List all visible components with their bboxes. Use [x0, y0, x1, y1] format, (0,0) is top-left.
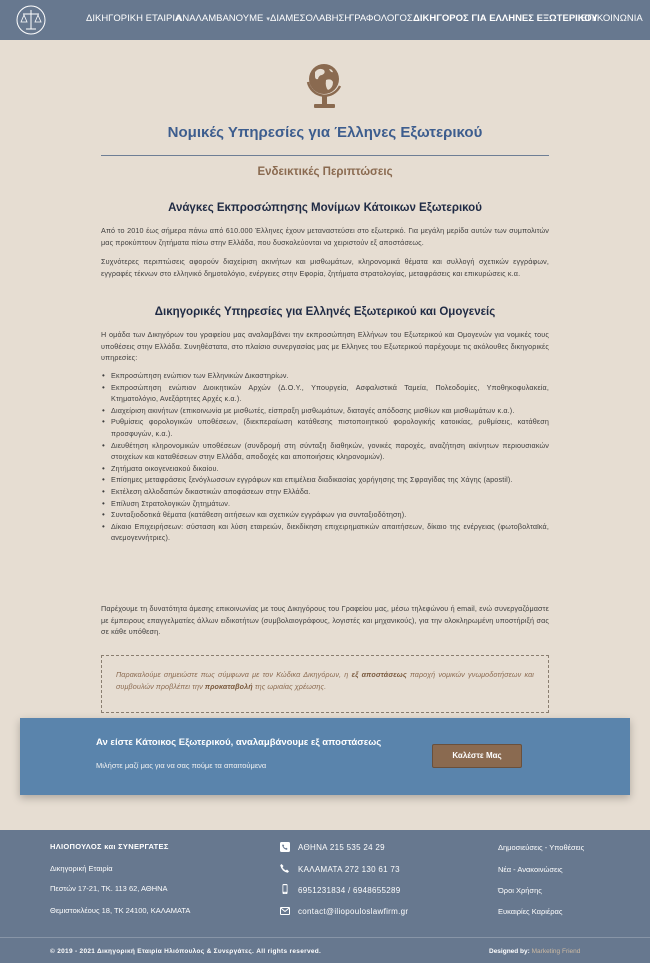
footer-phone-kalamata[interactable]: ΚΑΛΑΜΑΤΑ 272 130 61 73 — [298, 865, 400, 874]
section-heading-legal-services: Δικηγορικές Υπηρεσίες για Ελληνές Εξωτερικού και Ομογενείς — [154, 306, 496, 318]
nav-item-services[interactable] — [176, 13, 270, 24]
notice-text-pre: Παρακαλούμε σημειώστε πως σύμφωνα με τον Κώδικα Δικηγόρων, η — [116, 670, 352, 679]
fee-notice — [101, 655, 549, 713]
footer-mobile[interactable]: 6951231834 / 6948655289 — [298, 886, 401, 895]
designer-link[interactable]: Marketing Friend — [531, 948, 581, 955]
notice-text-mid: παροχή νομικών γνωμοδοτήσεων και συμβουλών προβλέπει την — [116, 670, 534, 691]
title-divider — [101, 155, 549, 156]
section2-intro: Η ομάδα των Δικηγόρων του γραφείου μας αναλαμβάνει την εκπροσώπηση Ελλήνων του Εξωτερικού και Ομογενών για νομικές τους υποθέσεις στην Ελλάδα. Συνηθέστατα, στο πλαίσιο συνεργασίας μας με Ελληνες του Εξωτερικού παρέχουμε τις ακόλουθες δικηγορικές υπηρεσίες: — [101, 330, 549, 363]
page-subtitle: Ενδεικτικές Περιπτώσεις — [257, 166, 393, 178]
cta-subtitle: Μιλήστε μαζί μας για να σας πούμε τα απαιτούμενα — [96, 761, 267, 770]
services-list — [101, 370, 549, 544]
fee-notice-text — [116, 669, 534, 692]
footer-email[interactable]: contact@iliopouloslawfirm.gr — [298, 907, 409, 916]
section2-closing: Παρέχουμε τη δυνατότητα άμεσης επικοινωνίας με τους Δικηγόρους του Γραφείου μας, μέσω τηλεφώνου ή email, ενώ συνεργαζόμαστε με έμπειρους επαγγελματίες άλλων ειδικοτήτων (συμβολαιογράφους, λογιστές και μηχανικούς), για την ολοκληρωμένη υποστήριξή σας σε κάθε υπόθεση. — [101, 604, 549, 637]
footer-phone-athens[interactable]: ΑΘΗΝΑ 215 535 24 29 — [298, 843, 385, 852]
page-title: Νομικές Υπηρεσίες για Έλληνες Εξωτερικού — [167, 124, 483, 141]
list-item: • Εκπροσώπηση ενώπιον Διοικητικών Αρχών (Δ.Ο.Υ., Υπουργεία, Ασφαλιστικά Ταμεία, Πολεοδομίες, Υποθηκοφυλακεία, Κτηματολόγιο, Ανεξάρτητες Αρχές κ.α.). — [101, 382, 549, 405]
section-heading-residents-abroad: Ανάγκες Εκπροσώπησης Μονίμων Κάτοικων Εξωτερικού — [168, 202, 482, 214]
nav-item-services-label: ΑΝΑΛΑΜΒΑΝΟΥΜΕ — [176, 13, 264, 24]
call-us-button[interactable]: Καλέστε Μας — [432, 744, 522, 768]
nav-item-graphologist[interactable]: ΓΡΑΦΟΛΟΓΟΣ — [349, 13, 413, 24]
top-navigation — [0, 0, 650, 40]
nav-item-greeks-abroad[interactable]: ΔΙΚΗΓΟΡΟΣ ΓΙΑ ΕΛΛΗΝΕΣ ΕΞΩΤΕΡΙΚΟΥ — [413, 13, 598, 24]
footer-address-kalamata: Θεμιστοκλέους 18, ΤΚ 24100, ΚΑΛΑΜΑΤΑ — [50, 906, 191, 915]
list-item: • Εκπροσώπηση ενώπιον των Ελληνικών Δικαστηρίων. — [101, 370, 549, 382]
list-item: • Συνταξιοδοτικά θέματα (κατάθεση αιτήσεων και σχετικών εγγράφων για συνταξιοδότηση). — [101, 509, 549, 521]
designed-by-label: Designed by: — [489, 948, 530, 955]
main-menu — [0, 0, 650, 40]
nav-item-contact[interactable]: ΕΠΙΚΟΙΝΩΝΙΑ — [581, 13, 643, 24]
footer — [0, 830, 650, 963]
chevron-down-icon: ▾ — [266, 16, 270, 23]
footer-link-news[interactable]: Νέα - Ανακοινώσεις — [498, 865, 563, 874]
nav-item-mediation[interactable]: ΔΙΑΜΕΣΟΛΑΒΗΣΗ — [270, 13, 352, 24]
list-item: • Επίλυση Στρατολογικών ζητημάτων. — [101, 498, 549, 510]
section1-paragraph-1: Από το 2010 έως σήμερα πάνω από 610.000 Έλληνες έχουν μεταναστεύσει στο εξωτερικό. Για μεγάλη μερίδα αυτών των συμπολιτών μας προκύπτουν ζητήματα πίσω στην Ελλάδα, που δυσκολεύονται να χειριστούν εξ αποστάσεως. — [101, 226, 549, 247]
list-item: • Επίσημες μεταφράσεις ξενόγλωσσων εγγράφων και επιμέλεια διαδικασίας χορήγησης της Σφραγίδας της Χάγης (apostil). — [101, 474, 549, 486]
list-item: • Διευθέτηση κληρονομικών υποθέσεων (συνδρομή στη σύνταξη διαθηκών, γονικές παροχές, αναζήτηση ακίνητων περιουσιακών στοιχείων και καταθέσεων στην Ελλάδα, αποδοχές και αποποιήσεις κληρονομιών). — [101, 440, 549, 463]
list-item: • Ζητήματα οικογενειακού δικαίου. — [101, 463, 549, 475]
footer-address-athens: Πεστών 17-21, ΤΚ. 113 62, ΑΘΗΝΑ — [50, 884, 168, 893]
footer-link-careers[interactable]: Ευκαιρίες Καριέρας — [498, 907, 563, 916]
notice-emphasis-prepayment: προκαταβολή — [204, 681, 253, 691]
cta-title: Αν είστε Κάτοικος Εξωτερικού, αναλαμβάνουμε εξ αποστάσεως — [96, 737, 382, 748]
list-item: • Ρυθμίσεις φορολογικών υποθέσεων, (διεκπεραίωση κατάθεσης πιστοποιητικού φορολογικής κατοικίας, ρυθμίσεις, κατάθεση προσφυγών, κ.α.). — [101, 416, 549, 439]
globe-icon — [304, 60, 346, 112]
list-item: • Εκτέλεση αλλοδαπών δικαστικών αποφάσεων στην Ελλάδα. — [101, 486, 549, 498]
mobile-phone-icon — [280, 884, 290, 894]
copyright: © 2019 - 2021 Δικηγορική Εταιρία Ηλιόπουλος & Συνεργάτες. All rights reserved. — [50, 948, 322, 955]
phone-icon — [280, 863, 290, 873]
nav-item-law-firm[interactable]: ΔΙΚΗΓΟΡΙΚΗ ΕΤΑΙΡΙΑ — [86, 13, 182, 24]
list-item: • Δίκαιο Επιχειρήσεων: σύσταση και λύση εταιρειών, διεκδίκηση επιχειρηματικών απαιτήσεων, δίκαιο της ενέργειας (φωτοβολταϊκά, ανεμογεννήτριες). — [101, 521, 549, 544]
designed-by — [489, 948, 580, 955]
section1-paragraph-2: Συχνότερες περιπτώσεις αφορούν διαχείριση ακινήτων και μισθωμάτων, κληρονομικά θέματα και συλλογή σχετικών εγγράφων, εγγραφές τέκνων στο ελληνικό δημοτολόγιο, ενέργειες στην Εφορία, ζητήματα στρατολογίας, μεταφράσεις και επικυρώσεις κ.α. — [101, 257, 549, 278]
footer-divider — [0, 937, 650, 938]
notice-emphasis-remote: εξ αποστάσεως — [351, 670, 407, 679]
footer-link-publications[interactable]: Δημοσιεύσεις - Υποθέσεις — [498, 843, 585, 852]
notice-text-post: της ωριαίας χρέωσης. — [252, 681, 327, 691]
list-item: • Διαχείριση ακινήτων (επικοινωνία με μισθωτές, είσπραξη μισθωμάτων, διαταγές απόδοσης μισθίων και μισθωμάτων κ.α.). — [101, 405, 549, 417]
phone-square-icon — [280, 842, 290, 852]
footer-company-type: Δικηγορική Εταιρία — [50, 864, 113, 873]
envelope-icon — [280, 906, 290, 916]
call-to-action-banner — [20, 718, 630, 795]
footer-company-name: ΗΛΙΟΠΟΥΛΟΣ και ΣΥΝΕΡΓΑΤΕΣ — [50, 842, 169, 851]
footer-link-terms[interactable]: Όροι Χρήσης — [498, 886, 542, 895]
